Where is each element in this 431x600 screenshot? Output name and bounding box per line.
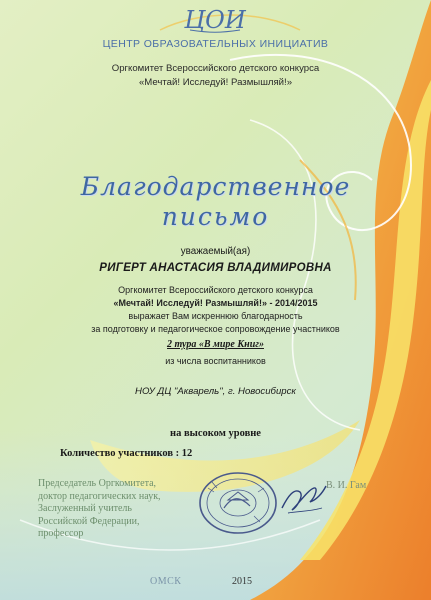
achievement-level: на высоком уровне — [170, 428, 261, 439]
document-title-line-1: Благодарственное — [80, 172, 351, 201]
participants-count: Количество участников : 12 — [60, 448, 193, 459]
body-line-1: Оргкомитет Всероссийского детского конкурса — [118, 285, 313, 295]
chair-title — [38, 478, 198, 541]
chair-line: Председатель Оргкомитета, — [38, 478, 157, 489]
salutation: уважаемый(ая) — [180, 246, 251, 257]
tour-name: 2 тура «В мире Книг» — [167, 339, 264, 350]
organizer-line-1: Оргкомитет Всероссийского детского конкурса — [111, 63, 320, 74]
body-line-3: выражает Вам искреннюю благодарность — [128, 311, 303, 321]
center-name: ЦЕНТР ОБРАЗОВАТЕЛЬНЫХ ИНИЦИАТИВ — [102, 38, 329, 50]
svg-text:ЦОИ: ЦОИ — [184, 6, 246, 34]
signer-name: В. И. Гам — [326, 480, 367, 491]
chair-line: Заслуженный учитель — [38, 503, 132, 515]
chair-line: профессор — [38, 528, 84, 540]
organizer-line-2: «Мечтай! Исследуй! Размышляй!» — [138, 77, 293, 88]
document-title-line-2: письмо — [161, 202, 270, 231]
year: 2015 — [232, 576, 252, 587]
contest-name: «Мечтай! Исследуй! Размышляй!» - 2014/2015 — [113, 298, 318, 308]
official-seal-icon — [188, 466, 288, 541]
signature-icon — [278, 478, 330, 518]
city: ОМСК — [150, 576, 182, 587]
body-line-4: за подготовку и педагогическое сопровождение участников — [91, 324, 340, 334]
center-logo-icon — [170, 4, 260, 34]
recipient-name: РИГЕРТ АНАСТАСИЯ ВЛАДИМИРОВНА — [99, 262, 332, 274]
body-line-2 — [0, 298, 431, 308]
school-name: НОУ ДЦ "Акварель", г. Новосибирск — [135, 386, 296, 397]
body-from: из числа воспитанников — [165, 356, 266, 366]
chair-line: доктор педагогических наук, — [38, 490, 161, 502]
chair-line: Российской Федерации, — [38, 515, 140, 527]
